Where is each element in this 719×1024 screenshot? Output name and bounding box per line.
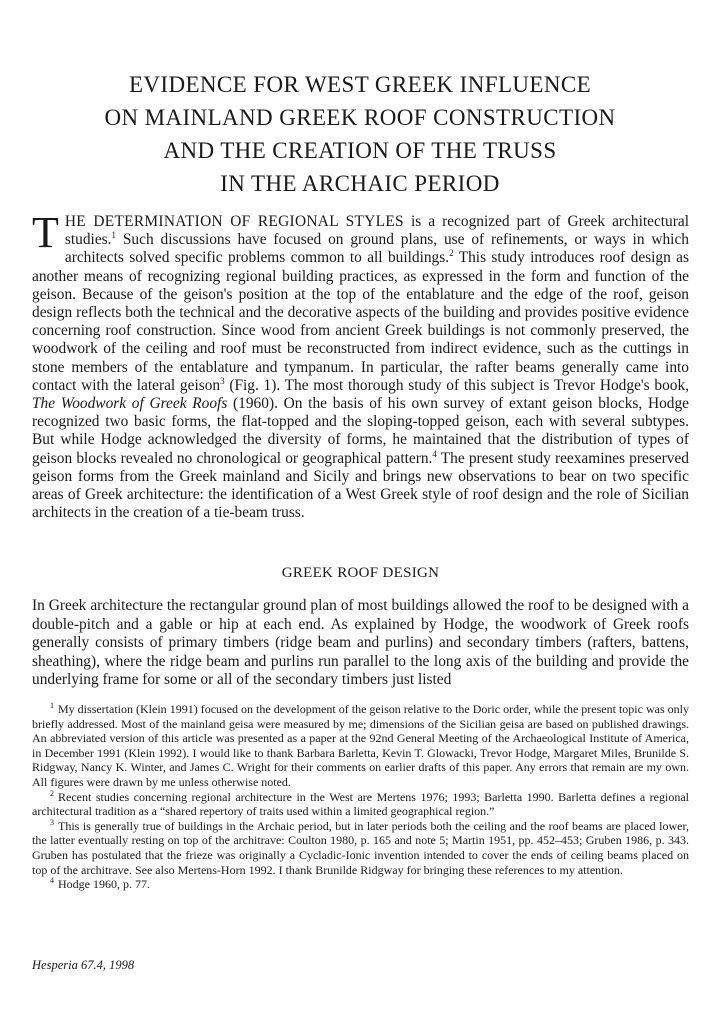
journal-reference: Hesperia 67.4, 1998 — [32, 958, 135, 972]
footnote — [32, 702, 689, 790]
footnote-text: My dissertation (Klein 1991) focused on the development of the geison relative to the Doric order, while the present topic was only briefly addressed. Most of the mainland geisa were measured by me; dimensions of the Sicilian geisa are based on published drawings. An abbreviated version of this article was presented as a paper at the 92nd General Meeting of the Archaeological Institute of America, in December 1991 (Klein 1992). I would like to thank Barbara Barletta, Kevin T. Glowacki, Trevor Hodge, Margaret Miles, Brunilde S. Ridgway, Nancy K. Winter, and James C. Wright for their comments on earlier drafts of this paper. Any errors that remain are my own. All figures were drawn by me unless otherwise noted. — [32, 702, 689, 789]
title-line: EVIDENCE FOR WEST GREEK INFLUENCE — [128, 72, 592, 97]
footnote — [32, 819, 689, 877]
title-line: AND THE CREATION OF THE TRUSS — [163, 138, 557, 163]
intro-text: (Fig. 1). The most thorough study of this subject is Trevor Hodge's book, — [224, 376, 690, 394]
section-heading: GREEK ROOF DESIGN — [281, 565, 440, 581]
footnote-ref[interactable]: 2 — [449, 248, 454, 259]
intro-text: This study introduces roof design as another means of recognizing regional building practices, as expressed in the form and function of the geison. Because of the geison's position at the top of the entablature and the edge of the roof, geison design reflects both the technical and the decorative aspects of the building and provides positive evidence concerning roof construction. Since wood from ancient Greek buildings is not commonly preserved, the woodwork of the ceiling and roof must be reconstructed from indirect evidence, such as the cuttings in stone members of the entablature and tympanum. In particular, the rafter beams generally came into contact with the lateral geison — [32, 249, 689, 394]
article-title — [40, 68, 680, 200]
drop-cap: T — [32, 208, 59, 257]
footnote-text: Hodge 1960, p. 77. — [58, 877, 150, 892]
footnote — [32, 790, 689, 819]
footnote-text: Recent studies concerning regional architecture in the West are Mertens 1976; 1993; Barletta 1990. Barletta defines a regional architectural tradition as a “shared repertory of traits used within a limited geographical region.” — [32, 789, 689, 819]
footnote-ref[interactable]: 1 — [111, 230, 116, 241]
section-paragraph: In Greek architecture the rectangular ground plan of most buildings allowed the roof to be designed with a double-pitch and a gable or hip at each end. As explained by Hodge, the woodwork of Greek roofs generally consists of primary timbers (ridge beam and purlins) and secondary timbers (rafters, battens, sheathing), where the ridge beam and purlins run parallel to the long axis of the building and provide the underlying frame for some or all of the secondary timbers just listed — [32, 597, 689, 689]
book-title: The Woodwork of Greek Roofs — [32, 395, 228, 413]
footnote-number: 2 — [50, 788, 54, 798]
footnote-ref[interactable]: 4 — [432, 448, 437, 459]
footnotes — [32, 702, 689, 892]
lead-in: HE DETERMINATION OF REGIONAL STYLES — [64, 213, 404, 230]
title-line: ON MAINLAND GREEK ROOF CONSTRUCTION — [104, 105, 616, 130]
intro-text: Such discussions have focused on ground plans, use of refinements, or ways in which architects solved specific problems common to all buildings. — [64, 231, 689, 267]
title-line: IN THE ARCHAIC PERIOD — [220, 171, 500, 196]
footnote-number: 3 — [50, 817, 54, 827]
footnote-number: 4 — [50, 876, 54, 886]
footnote-text: This is generally true of buildings in the Archaic period, but in later periods both the ceiling and the roof beams are placed lower, the latter eventually resting on top of the architrave: Coulton 1980, p. 165 and note 5; Martin 1951, pp. 452–453; Gruben 1986, p. 343. Gruben has postulated that the frieze was originally a Cycladic-Ionic invention intended to cover the ends of ceiling beams placed on top of the architrave. See also Mertens-Horn 1992. I thank Brunilde Ridgway for bringing these references to my attention. — [32, 818, 689, 877]
footnote-number: 1 — [50, 701, 54, 710]
intro-paragraph — [32, 208, 690, 522]
footnote-ref[interactable]: 3 — [220, 375, 225, 386]
intro-text: (1960). On the basis of his own survey of extant geison blocks, Hodge recognized two basic forms, the flat-topped and the sloping-topped geison, each with several subtypes. But while Hodge acknowledged the diversity of forms, he maintained that the distribution of types of geison blocks revealed no chronological or geographical pattern. — [32, 395, 689, 467]
intro-text: The present study reexamines preserved geison forms from the Greek mainland and Sicily and brings new observations to bear on two specific areas of Greek architecture: the identification of a West Greek style of roof design and the role of Sicilian architects in the creation of a tie-beam truss. — [32, 449, 689, 522]
footnote — [32, 877, 689, 892]
intro-text: is a recognized part of Greek architectural studies. — [64, 213, 689, 249]
